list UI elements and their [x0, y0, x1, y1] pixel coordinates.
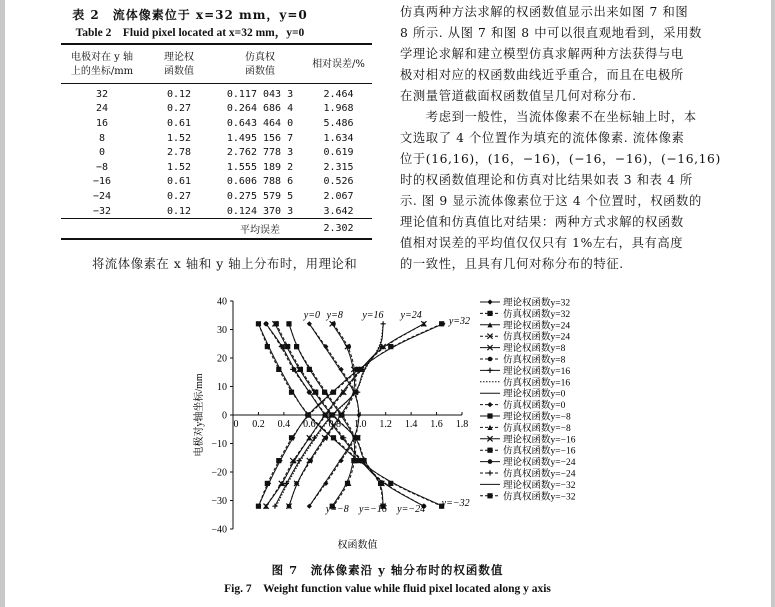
figure-caption-en: Fig. 7 Weight function value while fluid pixel located along y axis: [224, 583, 551, 595]
right-paragraph: [400, 2, 721, 275]
table-row: [61, 116, 372, 131]
marker-circle: [353, 367, 358, 372]
legend-entry: 仿真权函数y=16: [503, 378, 571, 389]
marker-square: [330, 412, 335, 417]
marker-square: [256, 321, 261, 326]
legend-entry: 理论权函数y=−8: [503, 412, 571, 423]
x-tick-label: 0: [233, 419, 239, 430]
table-cell: 0.12: [166, 88, 192, 100]
table-cell: 0: [98, 147, 106, 159]
header-sim-value: 仿真权 函数值: [215, 44, 305, 84]
marker-square: [305, 412, 310, 417]
legend-entry: 仿真权函数y=−32: [503, 492, 576, 503]
marker-square: [289, 390, 294, 395]
text-line: 的一致性，且具有几何对称分布的特征.: [400, 257, 624, 271]
table-row: [61, 160, 372, 175]
legend-entry: 仿真权函数y=24: [503, 332, 571, 343]
x-tick-label: 1.0: [353, 419, 367, 430]
legend-entry: 理论权函数y=0: [503, 389, 566, 400]
table-caption-en: Table 2 Fluid pixel located at x=32 mm，y=0: [75, 27, 305, 39]
marker-circle: [331, 322, 336, 327]
table-cell: 1.968: [323, 103, 354, 115]
curve-label: y=0: [303, 310, 320, 322]
table-cell: 0.27: [166, 103, 192, 115]
table-row: [61, 175, 372, 190]
text-line: 将流体像素在 x 轴和 y 轴上分布时，用理论和: [92, 257, 358, 271]
text-line: 值相对误差的平均值仅仅只有 1%左右，具有高度: [400, 236, 684, 250]
table-cell: 0.275 579 5: [226, 190, 294, 202]
marker-square: [276, 367, 281, 372]
x-tick-label: 0.8: [328, 419, 342, 430]
legend-entry: 理论权函数y=24: [503, 321, 571, 332]
marker-square: [298, 367, 303, 372]
table-cell: −16: [92, 176, 112, 188]
x-tick-label: 0.4: [277, 419, 291, 430]
table-cell: 1.52: [166, 132, 192, 144]
marker-square: [388, 344, 393, 349]
x-tick-label: 1.8: [455, 419, 469, 430]
table-cell: 0.117 043 3: [226, 88, 294, 100]
table-cell: 8: [98, 132, 106, 144]
legend-entry: 仿真权函数y=32: [503, 309, 571, 320]
curve-label: y=24: [400, 310, 422, 322]
table-cell: 0.264 686 4: [226, 103, 294, 115]
text-line: 文选取了 4 个位置作为填充的流体像素. 流体像素: [400, 131, 685, 145]
legend-entry: 理论权函数y=8: [503, 344, 566, 355]
marker-square: [265, 344, 270, 349]
data-table: [61, 43, 372, 240]
marker-diamond: [339, 367, 344, 372]
text-line: 在测量管道截面权函数值呈几何对称分布.: [400, 89, 637, 103]
y-tick-label: 30: [217, 325, 227, 336]
table-row: [61, 84, 372, 102]
table-cell: 0.124 370 3: [226, 205, 294, 217]
marker-square: [265, 481, 270, 486]
header-relative-error: 相对误差/%: [305, 44, 372, 84]
table-cell: 0.606 788 6: [226, 176, 294, 188]
legend-entry: 仿真权函数y=0: [503, 401, 566, 412]
table-cell: 2.067: [323, 190, 354, 202]
x-tick-label: 0.6: [303, 419, 316, 430]
table-cell: 5.486: [323, 117, 354, 129]
table-cell: 1.495 156 7: [226, 132, 294, 144]
marker-square: [439, 321, 444, 326]
curve-label: y=−32: [441, 498, 470, 510]
table-cell: 0.619: [323, 147, 354, 159]
figure-caption-cn: 图 7 流体像素沿 y 轴分布时的权函数值: [271, 563, 504, 577]
marker-plus: [487, 368, 492, 373]
marker-diamond: [487, 402, 492, 407]
x-tick-label: 1.4: [404, 419, 418, 430]
table-header-row: [61, 44, 372, 84]
curve-label: y=−8: [325, 503, 349, 515]
marker-square: [487, 311, 492, 316]
header-theory-value: 理论权 函数值: [143, 44, 215, 84]
curve-label: y=−16: [358, 503, 387, 515]
legend-entry: 理论权函数y=16: [503, 366, 571, 377]
table-cell: 2.762 778 3: [226, 147, 294, 159]
curve-label: y=8: [326, 310, 343, 322]
marker-diamond: [356, 412, 361, 417]
table-cell: 0.61: [166, 176, 192, 188]
table-cell: 2.78: [166, 147, 192, 159]
text-line: 8 所示. 从图 7 和图 8 中可以很直观地看到，采用数: [400, 26, 702, 40]
figure-7-chart: [180, 290, 600, 564]
x-tick-label: 1.6: [430, 419, 443, 430]
marker-square: [274, 321, 279, 326]
x-tick-label: 0.2: [252, 419, 265, 430]
marker-square: [487, 413, 492, 418]
table-row: [61, 102, 372, 117]
text-line: 示. 图 9 显示流体像素位于这 4 个位置时，权函数的: [400, 194, 702, 208]
table-cell: 0.12: [166, 205, 192, 217]
marker-square: [313, 390, 318, 395]
page-gutter-left: [0, 0, 5, 607]
chart-svg: [180, 290, 600, 560]
marker-circle: [324, 436, 329, 441]
x-axis-label: 权函数值: [337, 540, 378, 551]
table-cell: −32: [92, 205, 112, 217]
marker-square: [356, 458, 361, 463]
y-tick-label: 20: [217, 353, 227, 365]
table-cell: 1.555 189 2: [226, 161, 294, 173]
table-cell: 2.315: [323, 161, 354, 173]
curve-label: y=16: [362, 310, 384, 322]
curve-label: y=−24: [397, 503, 426, 515]
legend-entry: 仿真权函数y=−16: [503, 446, 576, 457]
y-tick-label: 40: [217, 296, 227, 308]
text-line: 位于(16,16)，(16，−16)，(−16，−16)，(−16,16): [400, 152, 721, 166]
marker-square: [355, 435, 360, 440]
text-line: 时的权函数值理论和仿真对比结果如表 3 和表 4 所: [400, 173, 693, 187]
marker-circle: [308, 458, 313, 463]
marker-square: [276, 458, 281, 463]
page-gutter-right: [771, 0, 775, 607]
text-line: 学理论求解和建立模型仿真求解两种方法获得与电: [400, 47, 684, 61]
y-tick-label: −30: [211, 496, 227, 507]
marker-square: [289, 435, 294, 440]
marker-square: [388, 481, 393, 486]
y-tick-label: −20: [211, 467, 227, 479]
table-cell: −24: [92, 190, 112, 202]
legend-entry: 仿真权函数y=−8: [503, 423, 571, 434]
table-cell: 0.643 464 0: [226, 117, 294, 129]
y-axis-label: 电极对y轴坐标/mm: [194, 373, 205, 457]
legend-entry: 理论权函数y=−16: [503, 435, 576, 446]
header-electrode-coord: 电极对在 y 轴 上的坐标/mm: [61, 44, 143, 84]
marker-circle: [488, 357, 493, 362]
table-cell: 1.634: [323, 132, 354, 144]
marker-circle: [287, 504, 292, 509]
table-row: [61, 145, 372, 160]
marker-plus: [487, 470, 492, 475]
legend-entry: 理论权函数y=−24: [503, 458, 576, 469]
table-cell: 1.52: [166, 161, 192, 173]
table-row: [61, 131, 372, 146]
legend-entry: 理论权函数y=−32: [503, 480, 576, 491]
marker-diamond: [487, 299, 492, 304]
marker-square: [331, 435, 336, 440]
marker-circle: [346, 344, 351, 349]
text-line: 仿真两种方法求解的权函数值显示出来如图 7 和图: [400, 5, 689, 19]
text-line: 考虑到一般性，当流体像素不在坐标轴上时，本: [400, 110, 697, 124]
table-cell: 24: [95, 103, 109, 115]
text-line: 极对相对应的权函数曲线近乎重合，而且在电极所: [400, 68, 684, 82]
y-tick-label: −10: [211, 439, 227, 450]
marker-square: [487, 448, 492, 453]
legend-entry: 仿真权函数y=8: [503, 355, 566, 366]
table-footer-row: [61, 219, 372, 240]
curve-label: y=32: [448, 315, 471, 327]
marker-square: [256, 504, 261, 509]
left-paragraph: [92, 254, 357, 275]
average-error-value: 2.302: [305, 219, 372, 240]
table-cell: 16: [95, 117, 109, 129]
table-cell: 2.464: [323, 88, 354, 100]
marker-square: [331, 390, 336, 395]
table-cell: 3.642: [323, 205, 354, 217]
text-line: 理论值和仿真值比对结果：两种方式求解的权函数: [400, 215, 684, 229]
marker-circle: [488, 459, 493, 464]
marker-square: [285, 344, 290, 349]
table-cell: 0.526: [323, 176, 354, 188]
table-cell: 0.61: [166, 117, 192, 129]
y-tick-label: 0: [222, 410, 227, 422]
legend-entry: 仿真权函数y=−24: [503, 469, 576, 480]
y-tick-label: −40: [211, 524, 227, 536]
marker-circle: [294, 481, 299, 486]
y-tick-label: 10: [217, 382, 227, 393]
table-cell: −8: [95, 161, 109, 173]
table-row: [61, 204, 372, 219]
table-cell: 32: [95, 88, 109, 100]
average-error-label: 平均误差: [215, 219, 305, 240]
marker-plus: [381, 321, 386, 326]
legend-entry: 理论权函数y=32: [503, 298, 571, 309]
table-row: [61, 189, 372, 204]
table-caption-cn: 表 2 流体像素位于 x=32 mm，y=0: [72, 8, 308, 22]
table-cell: 0.27: [166, 190, 192, 202]
marker-square: [487, 493, 492, 498]
x-tick-label: 1.2: [379, 419, 392, 430]
